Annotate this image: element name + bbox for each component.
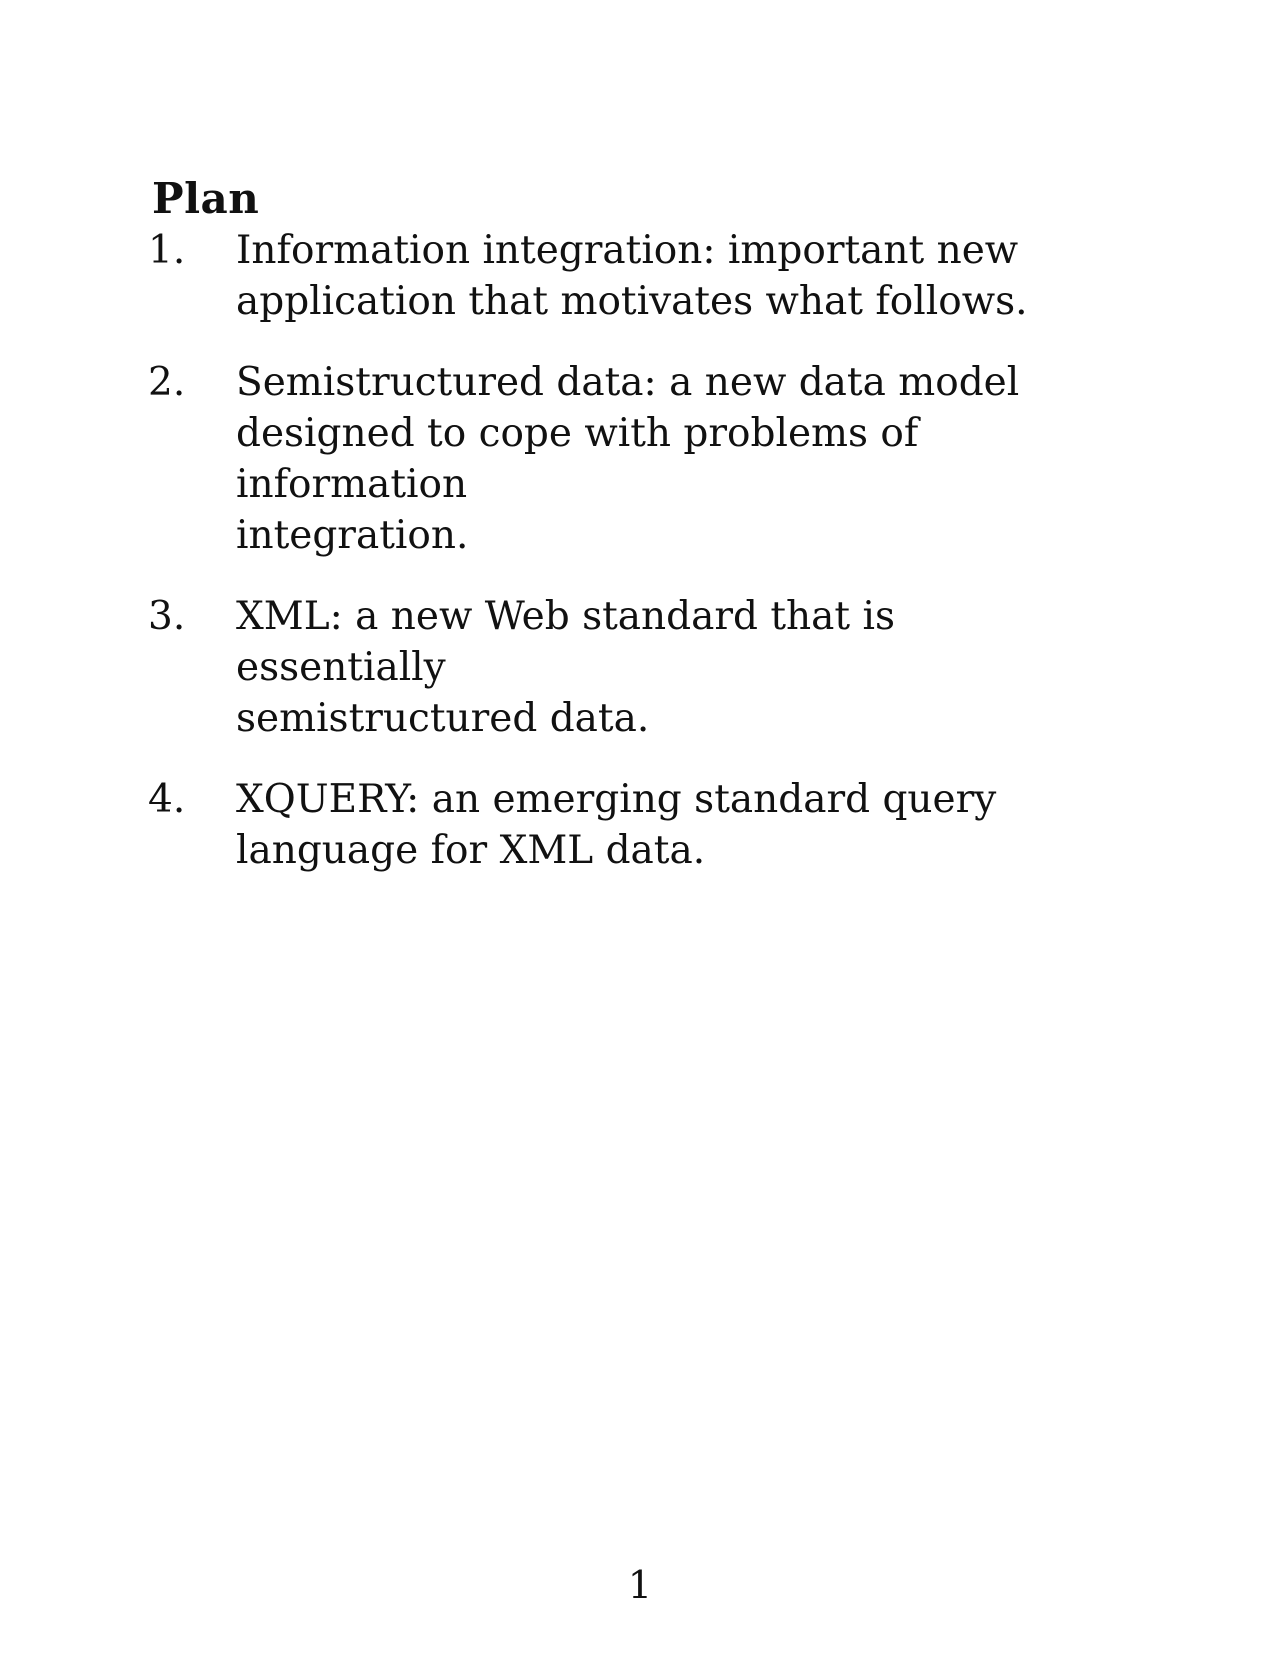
page-title: Plan <box>152 174 260 224</box>
list-item-number: 1. <box>148 228 186 273</box>
page-number: 1 <box>627 1563 653 1607</box>
list-item <box>148 357 1128 561</box>
list-item-number: 2. <box>148 360 186 405</box>
list-item-text: Semistructured data: a new data model designed to cope with problems of information integration. <box>236 360 1020 558</box>
plan-list <box>148 225 1128 906</box>
list-item-text: XML: a new Web standard that is essentially semistructured data. <box>236 594 895 741</box>
list-item-number: 4. <box>148 777 186 822</box>
list-item-number: 3. <box>148 594 186 639</box>
list-item-text: XQUERY: an emerging standard query language for XML data. <box>236 777 997 873</box>
list-item <box>148 774 1128 876</box>
list-item-text: Information integration: important new application that motivates what follows. <box>236 228 1028 324</box>
list-item <box>148 225 1128 327</box>
list-item <box>148 591 1128 744</box>
